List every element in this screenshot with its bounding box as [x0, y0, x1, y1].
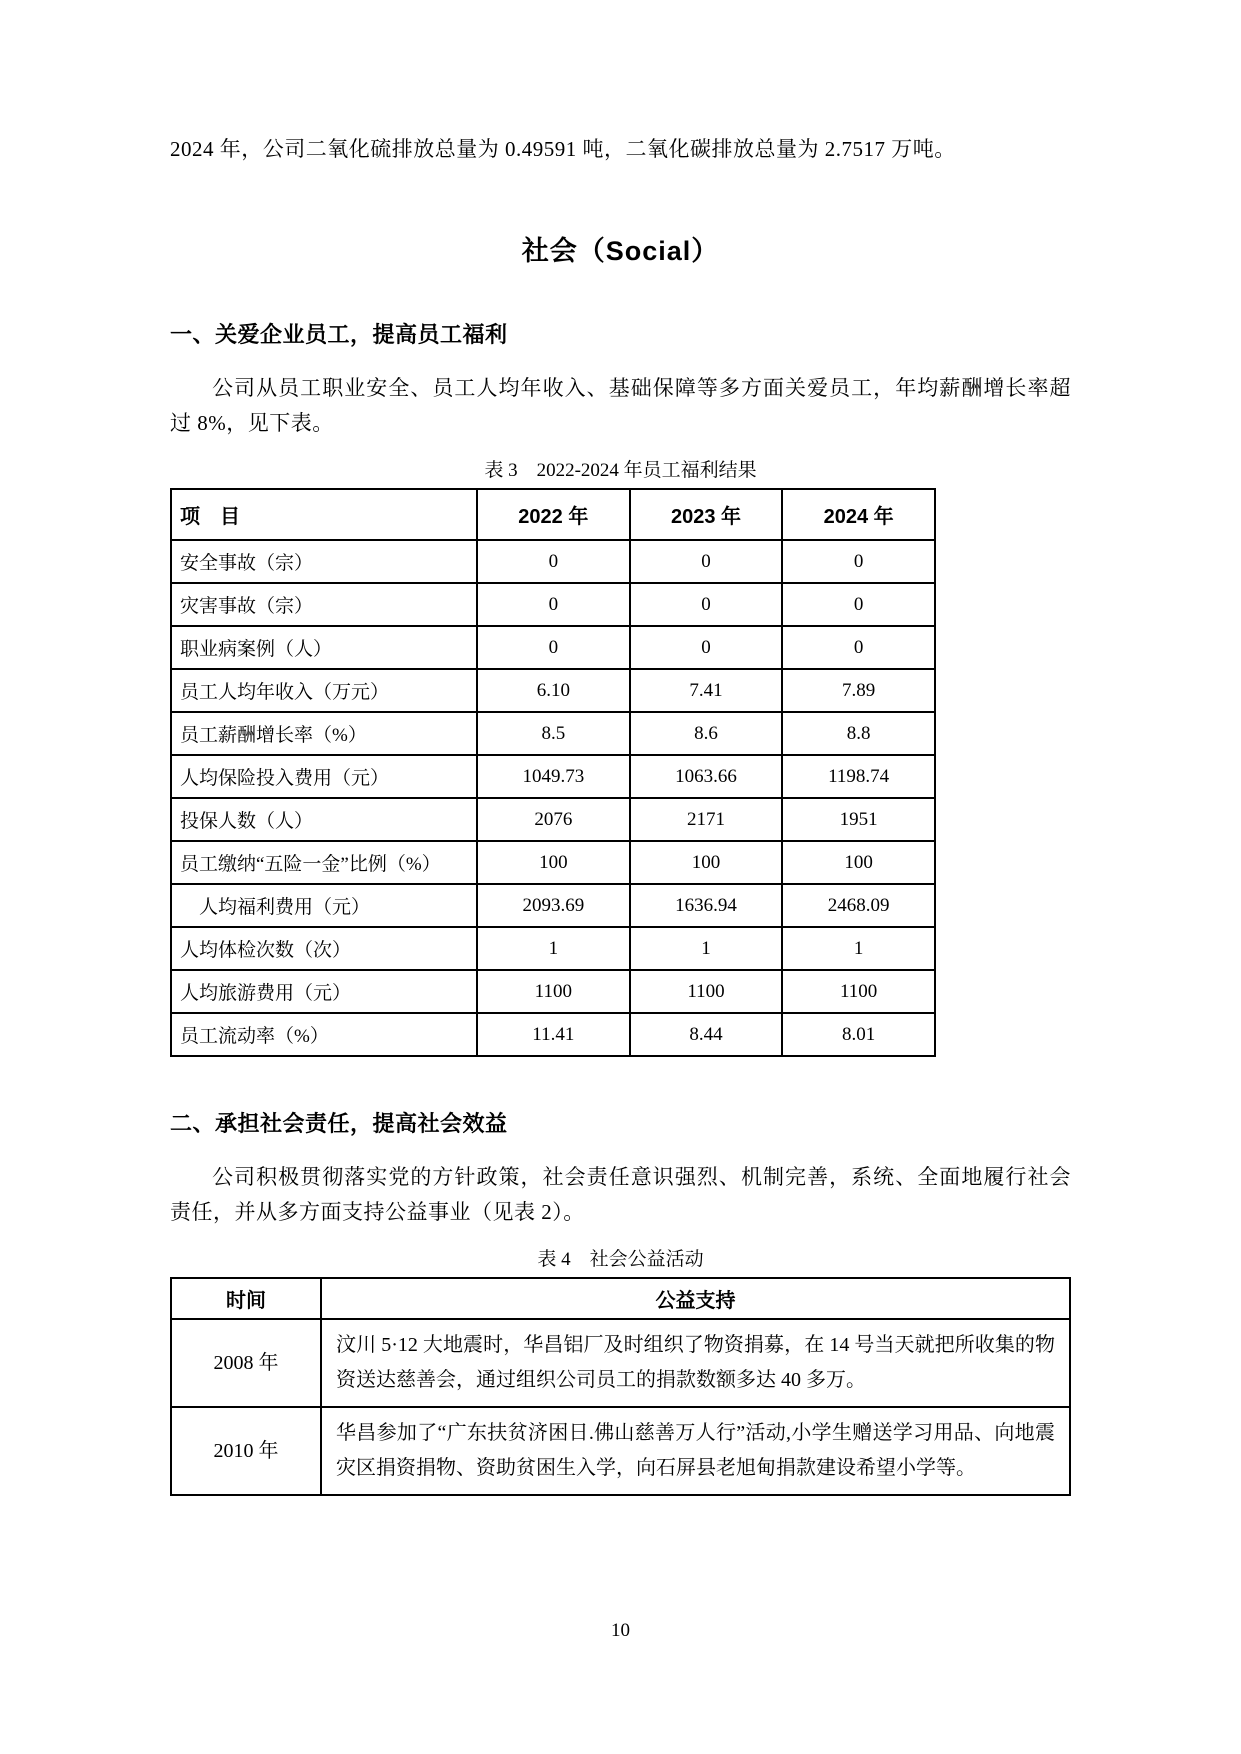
value-cell: 0 [477, 540, 630, 583]
main-heading: 社会（Social） [521, 236, 720, 266]
value-cell: 2076 [477, 798, 630, 841]
value-cell: 8.6 [630, 712, 783, 755]
value-cell: 2468.09 [782, 884, 935, 927]
value-cell: 8.01 [782, 1013, 935, 1056]
value-cell: 8.8 [782, 712, 935, 755]
value-cell: 6.10 [477, 669, 630, 712]
section2-paragraph: 公司积极贯彻落实党的方针政策，社会责任意识强烈、机制完善，系统、全面地履行社会责任，并从多方面支持公益事业（见表 2）。 [170, 1165, 1071, 1224]
table-row [171, 841, 935, 884]
row-label-cell: 2010 年 [171, 1407, 321, 1495]
column-header-support: 公益支持 [321, 1278, 1070, 1319]
value-cell: 100 [477, 841, 630, 884]
value-cell: 1100 [630, 970, 783, 1013]
value-cell: 1100 [782, 970, 935, 1013]
column-header-time: 时间 [171, 1278, 321, 1319]
value-cell: 0 [477, 626, 630, 669]
section1-paragraph: 公司从员工职业安全、员工人均年收入、基础保障等多方面关爱员工，年均薪酬增长率超过 8%，见下表。 [170, 376, 1071, 435]
column-header-2022: 2022 年 [477, 489, 630, 540]
public-welfare-table-body [171, 1319, 1070, 1495]
value-cell: 0 [630, 540, 783, 583]
value-cell: 8.5 [477, 712, 630, 755]
row-label-cell: 人均福利费用（元） [171, 884, 477, 927]
value-cell: 11.41 [477, 1013, 630, 1056]
section1-heading: 一、关爱企业员工，提高员工福利 [170, 322, 508, 347]
table-row [171, 798, 935, 841]
value-cell: 1 [782, 927, 935, 970]
value-cell: 华昌参加了“广东扶贫济困日.佛山慈善万人行”活动,小学生赠送学习用品、向地震灾区捐资捐物、资助贫困生入学，向石屏县老旭甸捐款建设希望小学等。 [321, 1407, 1070, 1495]
row-label-cell: 安全事故（宗） [171, 540, 477, 583]
row-label-cell: 投保人数（人） [171, 798, 477, 841]
row-label-cell: 人均旅游费用（元） [171, 970, 477, 1013]
value-cell: 1198.74 [782, 755, 935, 798]
value-cell: 7.41 [630, 669, 783, 712]
value-cell: 0 [630, 626, 783, 669]
row-label-cell: 员工人均年收入（万元） [171, 669, 477, 712]
value-cell: 100 [630, 841, 783, 884]
value-cell: 1951 [782, 798, 935, 841]
column-header-2024: 2024 年 [782, 489, 935, 540]
row-label-cell: 人均体检次数（次） [171, 927, 477, 970]
table-row [171, 1407, 1070, 1495]
value-cell: 100 [782, 841, 935, 884]
table-header-row [171, 1278, 1070, 1319]
table-row [171, 927, 935, 970]
value-cell: 0 [782, 626, 935, 669]
value-cell: 2093.69 [477, 884, 630, 927]
table-row [171, 755, 935, 798]
table-row [171, 712, 935, 755]
value-cell: 1100 [477, 970, 630, 1013]
welfare-results-table-body [171, 540, 935, 1056]
table3-caption: 表 3 2022-2024 年员工福利结果 [484, 460, 757, 481]
table-row [171, 583, 935, 626]
section2-heading: 二、承担社会责任，提高社会效益 [170, 1111, 508, 1136]
value-cell: 1063.66 [630, 755, 783, 798]
value-cell: 汶川 5·12 大地震时，华昌铝厂及时组织了物资捐募，在 14 号当天就把所收集的物资送达慈善会，通过组织公司员工的捐款数额多达 40 多万。 [321, 1319, 1070, 1407]
value-cell: 1636.94 [630, 884, 783, 927]
table-row [171, 884, 935, 927]
table-row [171, 540, 935, 583]
row-label-cell: 人均保险投入费用（元） [171, 755, 477, 798]
table-row [171, 669, 935, 712]
row-label-cell: 2008 年 [171, 1319, 321, 1407]
column-header-2023: 2023 年 [630, 489, 783, 540]
intro-paragraph: 2024 年，公司二氧化硫排放总量为 0.49591 吨，二氧化碳排放总量为 2.7517 万吨。 [170, 137, 956, 161]
table-row [171, 1013, 935, 1056]
table4-caption: 表 4 社会公益活动 [537, 1249, 704, 1270]
row-label-cell: 职业病案例（人） [171, 626, 477, 669]
value-cell: 2171 [630, 798, 783, 841]
value-cell: 0 [477, 583, 630, 626]
public-welfare-table [170, 1277, 1071, 1496]
value-cell: 1049.73 [477, 755, 630, 798]
row-label-cell: 员工流动率（%） [171, 1013, 477, 1056]
row-label-cell: 灾害事故（宗） [171, 583, 477, 626]
welfare-results-table [170, 488, 936, 1057]
value-cell: 0 [630, 583, 783, 626]
value-cell: 1 [630, 927, 783, 970]
value-cell: 7.89 [782, 669, 935, 712]
value-cell: 0 [782, 583, 935, 626]
value-cell: 1 [477, 927, 630, 970]
value-cell: 0 [782, 540, 935, 583]
table-row [171, 626, 935, 669]
column-header-item: 项 目 [171, 489, 477, 540]
row-label-cell: 员工缴纳“五险一金”比例（%） [171, 841, 477, 884]
row-label-cell: 员工薪酬增长率（%） [171, 712, 477, 755]
page-number: 10 [611, 1620, 630, 1641]
table-row [171, 970, 935, 1013]
table-row [171, 1319, 1070, 1407]
table-header-row [171, 489, 935, 540]
value-cell: 8.44 [630, 1013, 783, 1056]
